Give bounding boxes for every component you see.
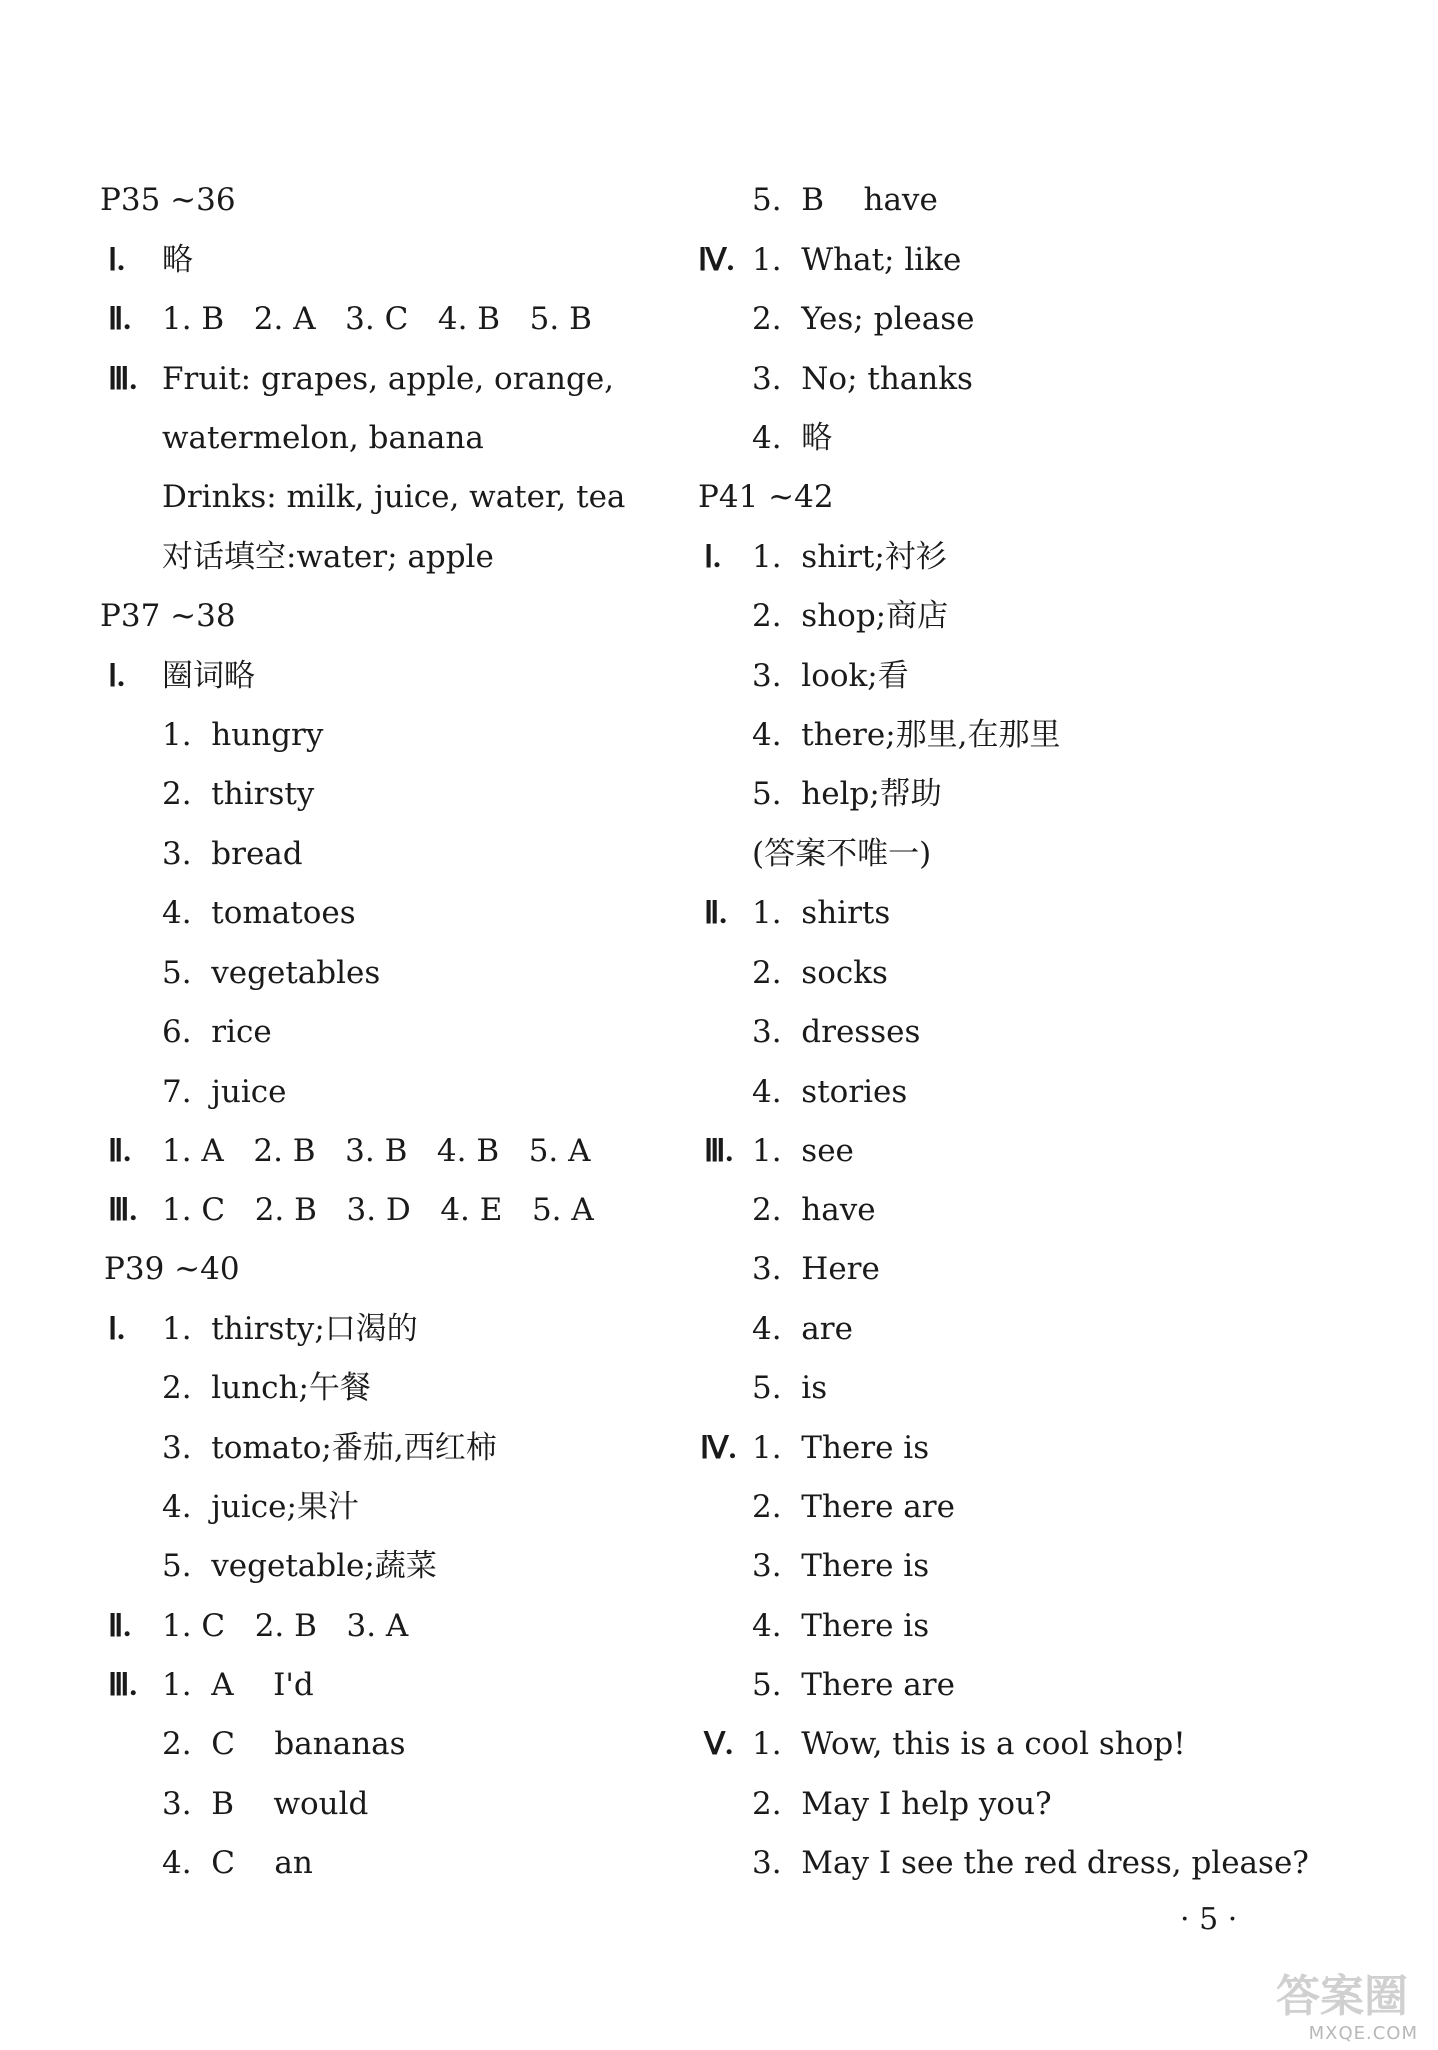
watermark-logo: [1228, 1971, 1418, 2044]
list-item: 5. There are: [752, 1667, 955, 1703]
list-item: 3. B would: [162, 1786, 369, 1822]
page-number: · 5 ·: [1180, 1902, 1238, 1937]
list-item: 2. socks: [752, 955, 888, 991]
list-item: 3. tomato;番茄,西红柿: [162, 1430, 497, 1466]
list-item: 1. Wow, this is a cool shop!: [752, 1726, 1186, 1762]
answer-line: 1. C 2. B 3. A: [162, 1608, 409, 1644]
roman-numeral: Ⅲ.: [108, 361, 138, 396]
list-item: 3. bread: [162, 836, 303, 872]
section-heading: P41 ~42: [698, 479, 834, 515]
note: (答案不唯一): [752, 836, 932, 872]
list-item: 2. have: [752, 1192, 876, 1228]
list-item: 1. shirt;衬衫: [752, 539, 947, 575]
list-item: 4. juice;果汁: [162, 1489, 359, 1525]
list-item: 4. there;那里,在那里: [752, 717, 1061, 753]
roman-numeral: Ⅰ.: [108, 242, 125, 277]
list-item: 1. What; like: [752, 242, 962, 278]
list-item: 2. There are: [752, 1489, 955, 1525]
list-item: 3. look;看: [752, 658, 909, 694]
list-item: 2. Yes; please: [752, 301, 975, 337]
list-item: 4. are: [752, 1311, 853, 1347]
list-item: 2. shop;商店: [752, 598, 949, 634]
list-item: 5. vegetable;蔬菜: [162, 1548, 437, 1584]
roman-numeral: Ⅰ.: [704, 539, 721, 574]
roman-numeral: Ⅲ.: [108, 1192, 138, 1227]
section-heading: P37 ~38: [100, 598, 236, 634]
answer-line: 1. C 2. B 3. D 4. E 5. A: [162, 1192, 594, 1228]
roman-numeral: Ⅰ.: [108, 1311, 125, 1346]
list-item: 7. juice: [162, 1074, 287, 1110]
list-item: 5. B have: [752, 182, 938, 218]
list-item: 1. shirts: [752, 895, 891, 931]
answer-line: 略: [162, 242, 193, 278]
list-item: 4. tomatoes: [162, 895, 356, 931]
list-item: 3. There is: [752, 1548, 930, 1584]
list-item: 5. help;帮助: [752, 776, 942, 812]
list-item: 1. A I'd: [162, 1667, 314, 1703]
roman-numeral: Ⅲ.: [108, 1667, 138, 1702]
roman-numeral: Ⅴ.: [704, 1726, 733, 1761]
list-item: 6. rice: [162, 1014, 272, 1050]
list-item: 3. dresses: [752, 1014, 921, 1050]
list-item: 4. There is: [752, 1608, 930, 1644]
answer-line: Drinks: milk, juice, water, tea: [162, 479, 626, 515]
list-item: 3. May I see the red dress, please?: [752, 1845, 1309, 1881]
answer-line: 对话填空:water; apple: [162, 539, 494, 575]
list-item: 2. thirsty: [162, 776, 315, 812]
list-item: 2. May I help you?: [752, 1786, 1052, 1822]
list-item: 1. hungry: [162, 717, 324, 753]
roman-numeral: Ⅰ.: [108, 658, 125, 693]
section-heading: P35 ~36: [100, 182, 236, 218]
answer-line: 1. B 2. A 3. C 4. B 5. B: [162, 301, 592, 337]
roman-numeral: Ⅱ.: [704, 895, 728, 930]
roman-numeral: Ⅱ.: [108, 1608, 132, 1643]
answer-line: Fruit: grapes, apple, orange,: [162, 361, 615, 397]
roman-numeral: Ⅱ.: [108, 301, 132, 336]
list-item: 1. see: [752, 1133, 854, 1169]
list-item: 5. vegetables: [162, 955, 381, 991]
list-item: 4. 略: [752, 420, 833, 456]
list-item: 4. C an: [162, 1845, 313, 1881]
answer-line: watermelon, banana: [162, 420, 484, 456]
answer-line: 1. A 2. B 3. B 4. B 5. A: [162, 1133, 591, 1169]
list-item: 1. There is: [752, 1430, 930, 1466]
roman-numeral: Ⅱ.: [108, 1133, 132, 1168]
list-item: 3. Here: [752, 1251, 880, 1287]
list-item: 3. No; thanks: [752, 361, 973, 397]
list-item: 5. is: [752, 1370, 828, 1406]
list-item: 4. stories: [752, 1074, 908, 1110]
section-heading: P39 ~40: [104, 1251, 240, 1287]
answer-line: 圈词略: [162, 658, 255, 694]
list-item: 2. C bananas: [162, 1726, 406, 1762]
watermark-mark: 答案圈: [1276, 1971, 1408, 2022]
list-item: 2. lunch;午餐: [162, 1370, 371, 1406]
list-item: 1. thirsty;口渴的: [162, 1311, 418, 1347]
roman-numeral: Ⅳ.: [700, 1430, 737, 1465]
roman-numeral: Ⅲ.: [704, 1133, 734, 1168]
watermark-text: MXQE.COM: [1308, 2023, 1418, 2044]
roman-numeral: Ⅳ.: [698, 242, 735, 277]
